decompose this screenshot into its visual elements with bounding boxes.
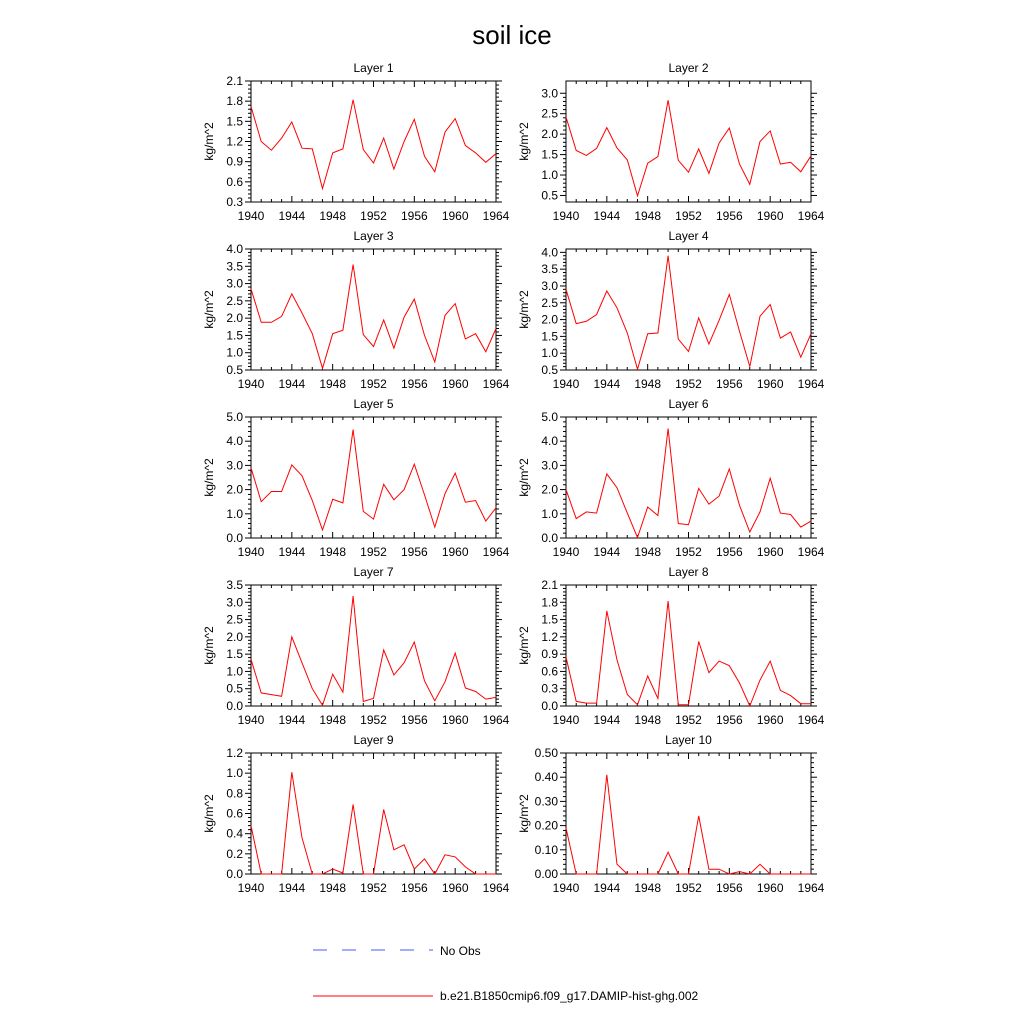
chart-panel-layer-7 bbox=[202, 565, 510, 727]
layer-1-xtick-label: 1944 bbox=[278, 209, 306, 223]
layer-2-xtick-label: 1960 bbox=[756, 209, 784, 223]
layer-5-ytick-label: 0.0 bbox=[226, 531, 243, 545]
layer-8-ylabel: kg/m^2 bbox=[517, 626, 531, 665]
layer-2-xtick-label: 1956 bbox=[715, 209, 743, 223]
layer-10-xtick-label: 1960 bbox=[756, 881, 784, 895]
layer-8-series-line bbox=[566, 601, 811, 706]
layer-5-ylabel: kg/m^2 bbox=[202, 458, 216, 497]
layer-7-xtick-label: 1940 bbox=[237, 713, 265, 727]
layer-3-ytick-label: 1.0 bbox=[226, 345, 243, 360]
layer-7-xtick-label: 1956 bbox=[400, 713, 428, 727]
chart-panel-layer-1 bbox=[202, 61, 510, 223]
layer-5-xtick-label: 1952 bbox=[360, 545, 387, 559]
layer-8-ytick-label: 0.0 bbox=[541, 699, 558, 713]
layer-4-ytick-label: 3.5 bbox=[541, 262, 558, 277]
layer-7-ytick-label: 3.5 bbox=[226, 578, 243, 592]
layer-10-xtick-label: 1964 bbox=[797, 881, 825, 895]
layer-3-xtick-label: 1944 bbox=[278, 377, 306, 391]
layer-7-plot-frame bbox=[251, 585, 496, 706]
layer-8-xtick-label: 1964 bbox=[797, 713, 825, 727]
layer-10-xtick-label: 1952 bbox=[675, 881, 702, 895]
layer-9-ytick-label: 0.6 bbox=[226, 806, 243, 821]
layer-10-xtick-label: 1944 bbox=[593, 881, 621, 895]
layer-10-xtick-label: 1948 bbox=[634, 881, 662, 895]
chart-panel-layer-3 bbox=[202, 229, 510, 391]
layer-7-ytick-label: 0.5 bbox=[226, 681, 243, 696]
layer-5-plot-frame bbox=[251, 417, 496, 538]
layer-9-xtick-label: 1940 bbox=[237, 881, 265, 895]
layer-9-xtick-label: 1952 bbox=[360, 881, 387, 895]
layer-10-ytick-label: 0.30 bbox=[534, 794, 558, 809]
layer-7-ytick-label: 0.0 bbox=[226, 699, 243, 713]
layer-7-ylabel: kg/m^2 bbox=[202, 626, 216, 665]
layer-4-ytick-label: 2.0 bbox=[541, 312, 558, 327]
layer-8-ytick-label: 1.2 bbox=[541, 629, 558, 644]
layer-1-title: Layer 1 bbox=[353, 61, 394, 75]
layer-4-ytick-label: 0.5 bbox=[541, 363, 558, 377]
layer-7-ytick-label: 1.0 bbox=[226, 664, 243, 679]
layer-9-xtick-label: 1956 bbox=[400, 881, 428, 895]
layer-2-ytick-label: 0.5 bbox=[541, 188, 558, 203]
layer-5-ytick-label: 3.0 bbox=[226, 458, 243, 473]
layer-5-ytick-label: 2.0 bbox=[226, 482, 243, 497]
layer-2-ytick-label: 1.5 bbox=[541, 147, 558, 162]
layer-10-ytick-label: 0.00 bbox=[534, 867, 558, 881]
layer-5-ytick-label: 5.0 bbox=[226, 410, 243, 424]
layer-1-xtick-label: 1960 bbox=[441, 209, 469, 223]
layer-6-ytick-label: 0.0 bbox=[541, 531, 558, 545]
layer-8-xtick-label: 1944 bbox=[593, 713, 621, 727]
layer-2-xtick-label: 1940 bbox=[552, 209, 580, 223]
layer-3-ytick-label: 2.5 bbox=[226, 293, 243, 308]
layer-7-xtick-label: 1960 bbox=[441, 713, 469, 727]
layer-10-ytick-label: 0.20 bbox=[534, 818, 558, 833]
layer-10-series-line bbox=[566, 775, 811, 874]
layer-3-ytick-label: 3.5 bbox=[226, 259, 243, 274]
layer-3-ytick-label: 0.5 bbox=[226, 363, 243, 377]
layer-6-ytick-label: 4.0 bbox=[541, 434, 558, 449]
layer-1-xtick-label: 1952 bbox=[360, 209, 387, 223]
layer-4-xtick-label: 1952 bbox=[675, 377, 702, 391]
layer-1-xtick-label: 1940 bbox=[237, 209, 265, 223]
chart-panel-layer-9 bbox=[202, 733, 510, 895]
layer-7-xtick-label: 1964 bbox=[482, 713, 510, 727]
layer-10-xtick-label: 1956 bbox=[715, 881, 743, 895]
chart-panel-layer-8 bbox=[517, 565, 825, 727]
layer-4-series-line bbox=[566, 256, 811, 370]
layer-1-xtick-label: 1956 bbox=[400, 209, 428, 223]
layer-2-ytick-label: 2.0 bbox=[541, 127, 558, 142]
layer-3-plot-frame bbox=[251, 249, 496, 370]
layer-4-xtick-label: 1956 bbox=[715, 377, 743, 391]
layer-7-series-line bbox=[251, 596, 496, 705]
layer-3-xtick-label: 1964 bbox=[482, 377, 510, 391]
layer-6-ytick-label: 3.0 bbox=[541, 458, 558, 473]
chart-panel-layer-5 bbox=[202, 397, 510, 559]
layer-1-ytick-label: 1.5 bbox=[226, 114, 243, 129]
layer-4-ylabel: kg/m^2 bbox=[517, 290, 531, 329]
layer-6-xtick-label: 1944 bbox=[593, 545, 621, 559]
layer-4-xtick-label: 1964 bbox=[797, 377, 825, 391]
layer-7-xtick-label: 1948 bbox=[319, 713, 347, 727]
layer-4-xtick-label: 1960 bbox=[756, 377, 784, 391]
layer-1-series-line bbox=[251, 100, 496, 189]
layer-3-title: Layer 3 bbox=[353, 229, 394, 243]
layer-6-xtick-label: 1952 bbox=[675, 545, 702, 559]
layer-2-ytick-label: 3.0 bbox=[541, 86, 558, 101]
layer-1-ytick-label: 0.3 bbox=[226, 195, 243, 209]
layer-1-ylabel: kg/m^2 bbox=[202, 122, 216, 161]
layer-8-ytick-label: 0.9 bbox=[541, 647, 558, 662]
layer-6-xtick-label: 1956 bbox=[715, 545, 743, 559]
layer-7-ytick-label: 1.5 bbox=[226, 647, 243, 662]
layer-8-ytick-label: 1.8 bbox=[541, 595, 558, 610]
layer-3-series-line bbox=[251, 265, 496, 369]
layer-8-xtick-label: 1960 bbox=[756, 713, 784, 727]
layer-9-ytick-label: 0.2 bbox=[226, 846, 243, 861]
layer-10-ytick-label: 0.10 bbox=[534, 842, 558, 857]
layer-10-xtick-label: 1940 bbox=[552, 881, 580, 895]
layer-9-xtick-label: 1964 bbox=[482, 881, 510, 895]
layer-3-ytick-label: 3.0 bbox=[226, 276, 243, 291]
figure-title: soil ice bbox=[472, 20, 552, 50]
layer-2-xtick-label: 1944 bbox=[593, 209, 621, 223]
layer-2-ytick-label: 2.5 bbox=[541, 106, 558, 121]
layer-5-series-line bbox=[251, 430, 496, 530]
layer-5-xtick-label: 1940 bbox=[237, 545, 265, 559]
layer-2-series-line bbox=[566, 100, 811, 196]
layer-10-ytick-label: 0.40 bbox=[534, 770, 558, 785]
chart-panel-layer-4 bbox=[517, 229, 825, 391]
layer-1-ytick-label: 0.6 bbox=[226, 174, 243, 189]
layer-9-ytick-label: 0.4 bbox=[226, 826, 243, 841]
layer-4-ytick-label: 1.0 bbox=[541, 346, 558, 361]
layer-8-ytick-label: 0.6 bbox=[541, 664, 558, 679]
layer-1-ytick-label: 0.9 bbox=[226, 154, 243, 169]
layer-6-ytick-label: 1.0 bbox=[541, 506, 558, 521]
layer-1-ytick-label: 1.8 bbox=[226, 94, 243, 109]
layer-1-xtick-label: 1964 bbox=[482, 209, 510, 223]
layer-4-ytick-label: 2.5 bbox=[541, 295, 558, 310]
layer-9-xtick-label: 1948 bbox=[319, 881, 347, 895]
layer-5-xtick-label: 1944 bbox=[278, 545, 306, 559]
layer-9-xtick-label: 1944 bbox=[278, 881, 306, 895]
layer-2-ytick-label: 1.0 bbox=[541, 168, 558, 183]
layer-4-ytick-label: 3.0 bbox=[541, 278, 558, 293]
layer-3-xtick-label: 1960 bbox=[441, 377, 469, 391]
layer-7-title: Layer 7 bbox=[353, 565, 394, 579]
layer-6-xtick-label: 1960 bbox=[756, 545, 784, 559]
layer-2-plot-frame bbox=[566, 81, 811, 202]
panels bbox=[202, 61, 825, 895]
layer-5-xtick-label: 1964 bbox=[482, 545, 510, 559]
layer-6-xtick-label: 1940 bbox=[552, 545, 580, 559]
layer-10-ylabel: kg/m^2 bbox=[517, 794, 531, 833]
layer-7-xtick-label: 1944 bbox=[278, 713, 306, 727]
layer-2-title: Layer 2 bbox=[668, 61, 709, 75]
layer-7-ytick-label: 2.5 bbox=[226, 612, 243, 627]
layer-8-xtick-label: 1948 bbox=[634, 713, 662, 727]
layer-4-title: Layer 4 bbox=[668, 229, 709, 243]
layer-8-ytick-label: 1.5 bbox=[541, 612, 558, 627]
layer-3-xtick-label: 1956 bbox=[400, 377, 428, 391]
layer-8-ytick-label: 2.1 bbox=[541, 578, 558, 592]
layer-8-xtick-label: 1940 bbox=[552, 713, 580, 727]
layer-2-xtick-label: 1952 bbox=[675, 209, 702, 223]
layer-6-series-line bbox=[566, 429, 811, 538]
layer-3-xtick-label: 1940 bbox=[237, 377, 265, 391]
layer-2-xtick-label: 1948 bbox=[634, 209, 662, 223]
chart-panel-layer-10 bbox=[517, 733, 825, 895]
layer-6-ytick-label: 5.0 bbox=[541, 410, 558, 424]
layer-6-title: Layer 6 bbox=[668, 397, 709, 411]
layer-3-ytick-label: 2.0 bbox=[226, 311, 243, 326]
chart-panel-layer-6 bbox=[517, 397, 825, 559]
layer-3-xtick-label: 1952 bbox=[360, 377, 387, 391]
layer-10-ytick-label: 0.50 bbox=[534, 746, 558, 760]
layer-2-xtick-label: 1964 bbox=[797, 209, 825, 223]
layer-5-xtick-label: 1960 bbox=[441, 545, 469, 559]
layer-3-ytick-label: 1.5 bbox=[226, 328, 243, 343]
layer-6-plot-frame bbox=[566, 417, 811, 538]
layer-2-ylabel: kg/m^2 bbox=[517, 122, 531, 161]
layer-1-ytick-label: 1.2 bbox=[226, 134, 243, 149]
layer-9-ytick-label: 0.0 bbox=[226, 867, 243, 881]
layer-6-ylabel: kg/m^2 bbox=[517, 458, 531, 497]
layer-9-ytick-label: 0.8 bbox=[226, 786, 243, 801]
layer-6-xtick-label: 1964 bbox=[797, 545, 825, 559]
layer-5-ytick-label: 4.0 bbox=[226, 434, 243, 449]
layer-5-title: Layer 5 bbox=[353, 397, 394, 411]
layer-8-ytick-label: 0.3 bbox=[541, 681, 558, 696]
layer-6-xtick-label: 1948 bbox=[634, 545, 662, 559]
layer-1-xtick-label: 1948 bbox=[319, 209, 347, 223]
layer-1-ytick-label: 2.1 bbox=[226, 74, 243, 88]
layer-8-xtick-label: 1952 bbox=[675, 713, 702, 727]
layer-6-ytick-label: 2.0 bbox=[541, 482, 558, 497]
layer-4-xtick-label: 1940 bbox=[552, 377, 580, 391]
layer-9-ylabel: kg/m^2 bbox=[202, 794, 216, 833]
layer-9-series-line bbox=[251, 772, 496, 874]
layer-7-xtick-label: 1952 bbox=[360, 713, 387, 727]
layer-5-ytick-label: 1.0 bbox=[226, 506, 243, 521]
layer-10-title: Layer 10 bbox=[665, 733, 712, 747]
layer-8-xtick-label: 1956 bbox=[715, 713, 743, 727]
layer-9-title: Layer 9 bbox=[353, 733, 394, 747]
layer-5-xtick-label: 1948 bbox=[319, 545, 347, 559]
layer-3-ytick-label: 4.0 bbox=[226, 242, 243, 256]
layer-4-ytick-label: 4.0 bbox=[541, 245, 558, 260]
layer-3-ylabel: kg/m^2 bbox=[202, 290, 216, 329]
layer-8-title: Layer 8 bbox=[668, 565, 709, 579]
layer-3-xtick-label: 1948 bbox=[319, 377, 347, 391]
layer-5-xtick-label: 1956 bbox=[400, 545, 428, 559]
layer-9-xtick-label: 1960 bbox=[441, 881, 469, 895]
legend bbox=[313, 944, 698, 1003]
layer-1-plot-frame bbox=[251, 81, 496, 202]
layer-9-ytick-label: 1.0 bbox=[226, 766, 243, 781]
layer-7-ytick-label: 2.0 bbox=[226, 629, 243, 644]
layer-7-ytick-label: 3.0 bbox=[226, 595, 243, 610]
layer-4-ytick-label: 1.5 bbox=[541, 329, 558, 344]
layer-4-xtick-label: 1944 bbox=[593, 377, 621, 391]
chart-panel-layer-2 bbox=[517, 61, 825, 223]
legend-label-model: b.e21.B1850cmip6.f09_g17.DAMIP-hist-ghg.002 bbox=[440, 989, 699, 1003]
layer-9-ytick-label: 1.2 bbox=[226, 746, 243, 760]
layer-4-xtick-label: 1948 bbox=[634, 377, 662, 391]
legend-label-no-obs: No Obs bbox=[440, 944, 481, 958]
